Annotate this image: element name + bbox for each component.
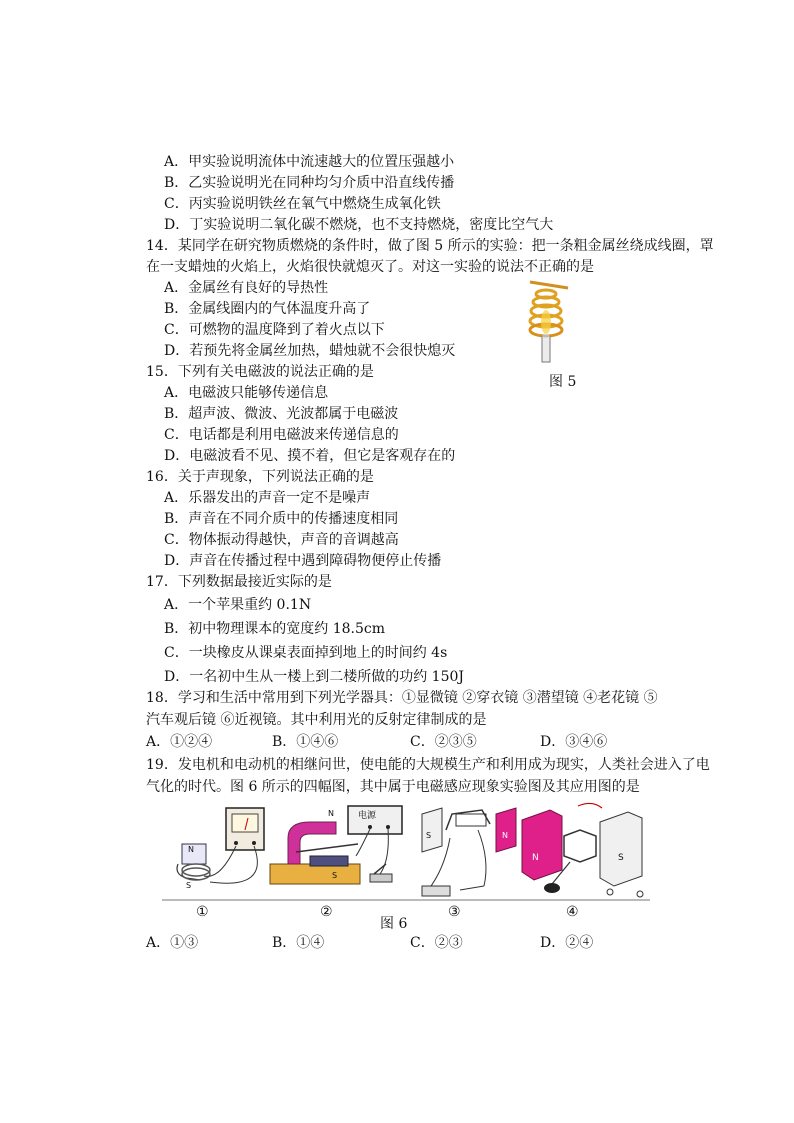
figure-6-panel-4 <box>522 803 643 897</box>
q14-option-b: B．金属线圈内的气体温度升高了 <box>164 301 371 317</box>
q19-option-c: C．②③ <box>410 935 463 951</box>
q14-option-c: C．可燃物的温度降到了着火点以下 <box>164 322 385 338</box>
q16-option-b: B．声音在不同介质中的传播速度相同 <box>164 511 399 527</box>
q17-option-c: C．一块橡皮从课桌表面掉到地上的时间约 4s <box>164 645 448 661</box>
q17-option-d: D．一名初中生从一楼上到二楼所做的功约 150J <box>164 669 465 685</box>
figure-6-label-4: ④ <box>566 904 579 920</box>
q18-option-a: A．①②④ <box>146 734 213 750</box>
q16-option-a: A．乐器发出的声音一定不是噪声 <box>164 490 371 506</box>
q14-stem-line2: 在一支蜡烛的火焰上，火焰很快就熄灭了。对这一实验的说法不正确的是 <box>146 259 594 275</box>
q13-option-d: D．丁实验说明二氧化碳不燃烧，也不支持燃烧，密度比空气大 <box>164 217 554 233</box>
q19-option-d: D．②④ <box>540 935 594 951</box>
q18-stem-line2: 汽车观后镜 ⑥近视镜。其中利用光的反射定律制成的是 <box>146 712 487 728</box>
q13-option-a: A．甲实验说明流体中流速越大的位置压强越小 <box>164 154 455 170</box>
panel4-n-label: N <box>532 853 539 863</box>
q15-option-c: C．电话都是利用电磁波来传递信息的 <box>164 427 399 443</box>
figure-6-panel-1 <box>177 808 264 890</box>
panel3-s-label: S <box>426 831 432 840</box>
q16-option-c: C．物体振动得越快，声音的音调越高 <box>164 532 399 548</box>
q17-stem: 17．下列数据最接近实际的是 <box>146 574 332 590</box>
q14-option-d: D．若预先将金属丝加热，蜡烛就不会很快熄灭 <box>164 343 456 359</box>
q13-option-b: B．乙实验说明光在同种均匀介质中沿直线传播 <box>164 175 455 191</box>
q19-option-b: B．①④ <box>272 935 325 951</box>
q16-stem: 16．关于声现象，下列说法正确的是 <box>146 469 374 485</box>
panel4-s-label: S <box>618 853 624 863</box>
figure-6-label-1: ① <box>196 904 209 920</box>
q14-stem-line1: 14．某同学在研究物质燃烧的条件时，做了图 5 所示的实验：把一条粗金属丝绕成线圈，罩 <box>146 238 714 254</box>
power-supply-label: 电源 <box>358 811 377 821</box>
panel2-n-label: N <box>328 809 334 818</box>
figure-5-caption: 图 5 <box>549 374 577 390</box>
figure-6-caption: 图 6 <box>380 916 408 932</box>
q19-stem-line1: 19．发电机和电动机的相继问世，使电能的大规模生产和利用成为现实，人类社会进入了电 <box>146 757 710 773</box>
q15-stem: 15．下列有关电磁波的说法正确的是 <box>146 364 374 380</box>
panel2-s-label: S <box>332 871 338 880</box>
figure-6-panel-3 <box>422 808 516 896</box>
q18-stem-line1: 18．学习和生活中常用到下列光学器具：①显微镜 ②穿衣镜 ③潜望镜 ④老花镜 ⑤ <box>146 690 658 706</box>
q15-option-a: A．电磁波只能够传递信息 <box>164 385 329 401</box>
q18-option-d: D．③④⑥ <box>540 734 608 750</box>
q19-option-a: A．①③ <box>146 935 199 951</box>
q18-option-c: C．②③⑤ <box>410 734 477 750</box>
figure-6-panel-2 <box>270 806 402 884</box>
q17-option-a: A．一个苹果重约 0.1N <box>164 597 312 613</box>
q13-option-c: C．丙实验说明铁丝在氧气中燃烧生成氧化铁 <box>164 196 441 212</box>
q16-option-d: D．声音在传播过程中遇到障碍物便停止传播 <box>164 553 442 569</box>
q18-option-b: B．①④⑥ <box>272 734 339 750</box>
q15-option-b: B．超声波、微波、光波都属于电磁波 <box>164 406 399 422</box>
figure-6-label-2: ② <box>320 904 333 920</box>
q17-option-b: B．初中物理课本的宽度约 18.5cm <box>164 621 386 637</box>
panel1-s-label: S <box>186 881 192 890</box>
q19-stem-line2: 气化的时代。图 6 所示的四幅图，其中属于电磁感应现象实验图及其应用图的是 <box>146 779 640 795</box>
figure-6-diagram <box>160 800 652 904</box>
figure-6-label-3: ③ <box>448 904 461 920</box>
figure-5-candle-coil <box>508 278 570 370</box>
panel3-n-label: N <box>502 831 508 840</box>
q15-option-d: D．电磁波看不见、摸不着，但它是客观存在的 <box>164 448 456 464</box>
panel1-n-label: N <box>188 845 194 854</box>
q14-option-a: A．金属丝有良好的导热性 <box>164 280 329 296</box>
